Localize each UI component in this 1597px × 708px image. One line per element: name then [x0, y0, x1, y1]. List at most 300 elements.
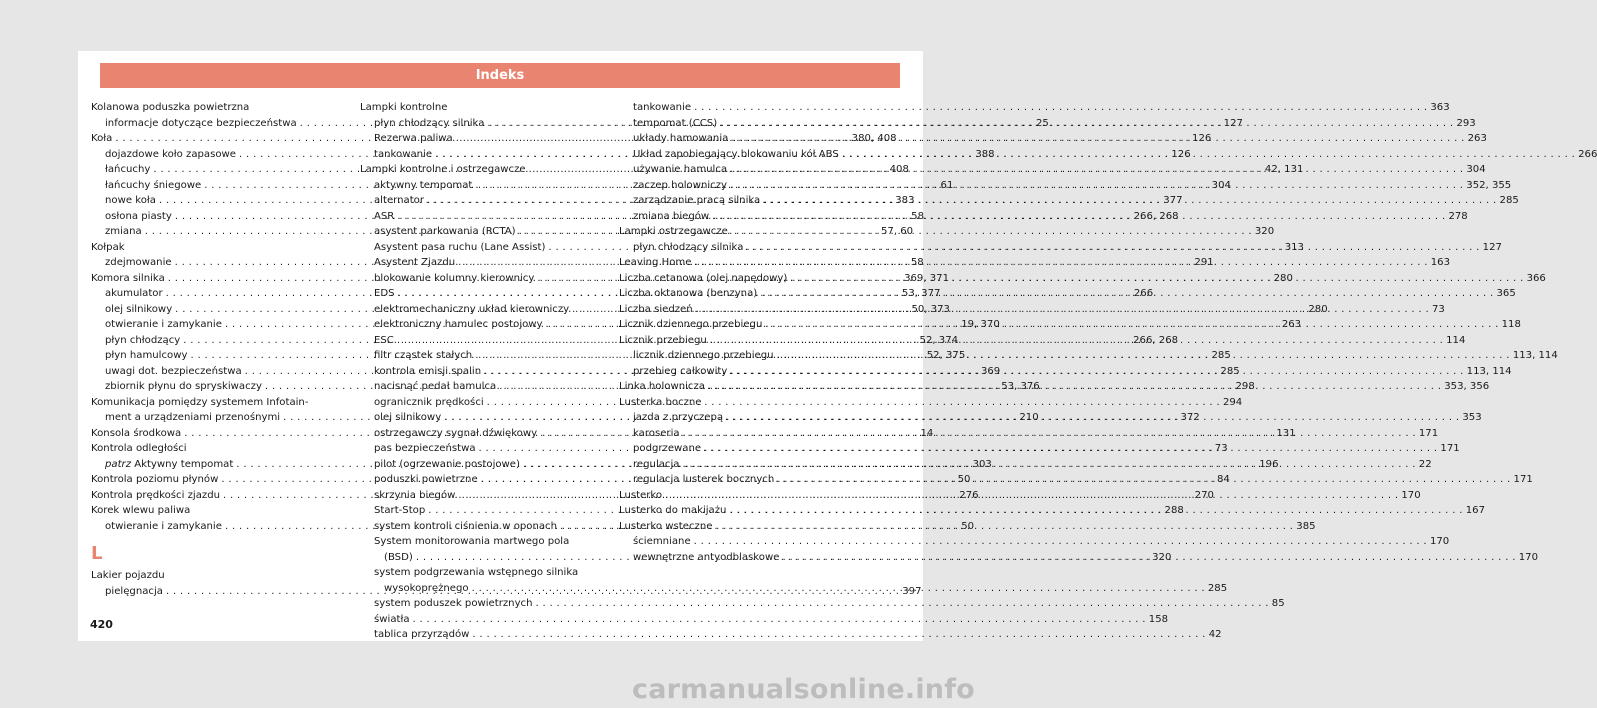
- index-entry-text: nacisnąć pedał hamulca: [374, 381, 497, 392]
- index-entry-text: aktywny tempomat: [374, 179, 473, 191]
- index-entry-page: 263: [1467, 133, 1487, 144]
- index-entry-term: [105, 364, 242, 380]
- index-entry-page: 58: [911, 210, 924, 222]
- index-entry-page: 291: [1194, 257, 1214, 268]
- index-entry-page: 372: [1180, 412, 1200, 423]
- dot-leader: [704, 441, 1437, 457]
- index-entry-page: 293: [1456, 117, 1476, 129]
- index-entry-term: [91, 131, 112, 147]
- index-entry-text: zdejmowanie: [105, 257, 172, 268]
- index-entry-text: informacje dotyczące bezpieczeństwa: [105, 117, 297, 129]
- index-entry-text: tempomat (CCS): [633, 117, 718, 129]
- dot-leader: [413, 612, 1146, 628]
- index-entry: [360, 596, 1285, 612]
- dot-leader: [782, 550, 1515, 566]
- index-entry-text: otwieranie i zamykanie: [105, 520, 222, 532]
- index-heading: Kontrola odległości: [91, 443, 187, 454]
- index-entry-page: 170: [1401, 489, 1421, 501]
- dot-leader: [683, 426, 1416, 442]
- index-entry-term: [633, 100, 691, 116]
- index-entry-term: [105, 379, 262, 395]
- index-entry-text: jazda z przyczepą: [633, 412, 724, 423]
- dot-leader: [710, 333, 1443, 349]
- page-title: Indeks: [100, 63, 900, 88]
- index-entry-page: 369, 371: [904, 272, 950, 284]
- index-entry-text: Liczba siedzeń: [619, 303, 693, 315]
- index-entry-term: [91, 271, 165, 287]
- dot-leader: [720, 116, 1453, 132]
- dot-leader: [726, 410, 1459, 426]
- index-entry-page: 320: [1152, 551, 1172, 563]
- dot-leader: [694, 100, 1427, 116]
- dot-leader: [842, 147, 1575, 163]
- dot-leader: [790, 271, 1523, 287]
- index-entry-page: 118: [1501, 319, 1521, 330]
- index-entry-page: 304: [1466, 164, 1486, 175]
- index-heading: System monitorowania martwego pola: [374, 536, 570, 547]
- index-entry-term: [105, 209, 172, 225]
- index-entry-text: Aktywny tempomat: [134, 458, 234, 470]
- index-entry-term: [374, 209, 394, 225]
- index-entry-page: 171: [1513, 474, 1533, 485]
- index-entry-term: [619, 488, 662, 504]
- index-entry-text: system kontroli ciśnienia w oponach: [374, 520, 558, 532]
- index-entry-text: EDS: [374, 288, 395, 299]
- index-entry-text: Lusterko do makijażu: [619, 505, 727, 516]
- index-heading: Kołpak: [91, 241, 125, 253]
- index-entry-text: ESC: [374, 334, 394, 346]
- index-entry-term: [105, 519, 222, 535]
- index-entry-term: [633, 410, 723, 426]
- index-entry-text: ASR: [374, 210, 395, 222]
- index-entry-term: [374, 519, 557, 535]
- index-entry-page: 113, 114: [1512, 350, 1558, 361]
- index-entry-text: płyn chłodzący: [105, 334, 181, 346]
- index-entry-page: 320: [1254, 226, 1275, 237]
- index-entry-text: asystent parkowania (RCTA): [374, 226, 516, 237]
- index-entry-term: [374, 441, 476, 457]
- index-entry-term: [360, 162, 526, 178]
- index-entry-page: 73: [1431, 303, 1445, 315]
- index-entry-page: 171: [1418, 427, 1439, 439]
- index-entry-text: alternator: [374, 195, 424, 206]
- index-entry-page: 276: [959, 489, 979, 501]
- index-entry-page: 363: [1430, 102, 1450, 113]
- index-entry-page: 285: [1499, 195, 1519, 206]
- dot-leader: [696, 302, 1429, 318]
- index-entry-text: elektromechaniczny układ kierowniczy: [374, 303, 570, 315]
- index-entry-page: 58: [910, 257, 924, 268]
- index-entry: [360, 612, 1169, 628]
- index-entry-text: ostrzegawczy sygnał dźwiękowy: [374, 427, 538, 439]
- index-entry-text: zarządzanie pracą silnika: [633, 195, 761, 206]
- index-entry-term: [374, 410, 441, 426]
- index-entry-page: 366: [1526, 272, 1546, 284]
- index-entry-text: Asystent Zjazdu: [374, 257, 456, 268]
- index-entry-page: 53, 376: [1001, 381, 1040, 392]
- dot-leader: [730, 178, 1463, 194]
- index-entry-term: [619, 333, 707, 349]
- index-entry-term: [633, 534, 691, 550]
- index-entry-page: 53, 377: [901, 288, 941, 299]
- index-entry-term: [374, 627, 469, 643]
- index-entry-page: 170: [1518, 551, 1538, 563]
- dot-leader: [765, 317, 1498, 333]
- index-entry-term: [105, 224, 142, 240]
- index-entry-text: układy hamowania: [633, 133, 729, 144]
- index-entry-page: 388: [975, 148, 995, 160]
- index-entry-page: 19, 370: [961, 319, 1000, 330]
- dot-leader: [665, 488, 1398, 504]
- index-entry-text: Rezerwa paliwa: [374, 133, 453, 144]
- index-entry-text: akumulator: [105, 288, 163, 299]
- index-entry-page: 353: [1462, 412, 1482, 423]
- index-entry-term: [374, 286, 395, 302]
- index-entry-text: Start-Stop: [374, 505, 426, 516]
- index-entry-term: [384, 581, 469, 597]
- index-entry-page: 263: [1281, 319, 1302, 330]
- index-entry-term: [374, 503, 425, 519]
- index-entry-text: zmiana: [105, 226, 142, 237]
- index-entry-text: zmiana biegów: [633, 210, 710, 222]
- index-entry-term: [374, 193, 424, 209]
- index-entry-text: tablica przyrządów: [374, 629, 470, 640]
- index-entry-page: 170: [1429, 536, 1450, 547]
- index-entry-term: [374, 240, 545, 256]
- index-entry-page: 210: [1019, 412, 1039, 423]
- index-entry-page: 285: [1220, 365, 1240, 377]
- index-entry-term: [374, 596, 532, 612]
- index-entry-term: [633, 162, 727, 178]
- index-entry-text: Lampki kontrolne i ostrzegawcze: [360, 164, 526, 175]
- index-entry-page: 380, 408: [851, 133, 897, 144]
- index-heading: Korek wlewu paliwa: [91, 505, 191, 516]
- dot-leader: [746, 240, 1479, 256]
- index-entry-text: zbiornik płynu do spryskiwaczy: [105, 381, 262, 392]
- index-entry-text: regulacja: [633, 458, 680, 470]
- dot-leader: [535, 596, 1268, 612]
- index-entry-text: licznik dziennego przebiegu: [633, 350, 774, 361]
- index-entry-text: Asystent pasa ruchu (Lane Assist): [374, 241, 546, 253]
- index-entry-term: [633, 209, 709, 225]
- index-entry-text: poduszki powietrzne: [374, 474, 478, 485]
- index-entry-term: [91, 472, 218, 488]
- index-entry-text: elektroniczny hamulec postojowy: [374, 319, 543, 330]
- index-entry-page: 126: [1192, 133, 1212, 144]
- index-entry: [619, 100, 1450, 116]
- index-entry-term: [374, 302, 569, 318]
- index-entry-page: 196: [1259, 458, 1279, 470]
- index-entry-text: płyn chłodzący silnika: [374, 117, 485, 129]
- index-entry-page: 383: [895, 195, 915, 206]
- dot-leader: [777, 472, 1510, 488]
- dot-leader: [731, 131, 1464, 147]
- index-entry-term: [374, 317, 543, 333]
- index-entry-term: [374, 488, 455, 504]
- index-entry-text: Konsola środkowa: [91, 427, 182, 439]
- index-heading: Lusterko wsteczne: [619, 520, 713, 532]
- index-entry-page: 73: [1214, 443, 1228, 454]
- index-entry-page: 266: [1578, 148, 1597, 160]
- index-entry-text: podgrzewane: [633, 443, 702, 454]
- index-entry-page: 397: [902, 585, 922, 597]
- dot-leader: [763, 193, 1496, 209]
- index-entry-text: karoseria: [633, 427, 680, 439]
- index-entry-page: 171: [1440, 443, 1460, 454]
- index-entry-term: [384, 550, 413, 566]
- index-entry-text: łańcuchy: [105, 164, 151, 175]
- index-entry-text: pilot (ogrzewanie postojowe): [374, 458, 520, 470]
- index-entry-term: [374, 333, 394, 349]
- index-entry-term: [633, 457, 679, 473]
- index-entry-page: 85: [1271, 598, 1285, 609]
- index-entry-text: otwieranie i zamykanie: [105, 319, 222, 330]
- index-entry-page: 25: [1035, 117, 1049, 129]
- index-entry-term: [374, 426, 537, 442]
- index-entry-text: Komora silnika: [91, 272, 165, 284]
- index-entry-text: filtr cząstek stałych: [374, 350, 473, 361]
- dot-leader: [472, 581, 1205, 597]
- dot-leader: [694, 534, 1427, 550]
- index-entry-term: [91, 426, 181, 442]
- dot-leader: [730, 162, 1463, 178]
- index-entry-page: 14: [920, 427, 934, 439]
- index-entry-page: 52, 374: [919, 334, 959, 346]
- index-entry-term: [105, 302, 172, 318]
- index-entry-term: [633, 240, 743, 256]
- index-entry-page: 365: [1496, 288, 1516, 299]
- index-entry-page: 285: [1211, 350, 1231, 361]
- index-entry-page: 42, 131: [1264, 164, 1304, 175]
- index-entry-page: 377: [1163, 195, 1183, 206]
- index-entry-page: 278: [1448, 210, 1468, 222]
- index-entry-text: wysokoprężnego: [384, 582, 469, 594]
- index-heading: Kolanowa poduszka powietrzna: [91, 102, 250, 113]
- dot-leader: [760, 286, 1493, 302]
- dot-leader: [682, 457, 1415, 473]
- index-entry-term: [105, 116, 297, 132]
- index-entry-term: [105, 286, 163, 302]
- index-entry-term: [374, 131, 453, 147]
- index-entry-page: 408: [889, 164, 909, 175]
- dot-leader: [708, 379, 1441, 395]
- index-entry-text: tankowanie: [374, 148, 433, 160]
- index-entry-term: [105, 178, 201, 194]
- index-entry-term: [633, 472, 774, 488]
- index-entry-term: [374, 178, 472, 194]
- index-entry-term: [105, 147, 236, 163]
- index-heading: Lakier pojazdu: [91, 570, 165, 581]
- index-entry-term: [374, 395, 484, 411]
- index-entry-term: [633, 550, 779, 566]
- index-entry-page: 294: [1222, 396, 1243, 408]
- index-entry-text: uwagi dot. bezpieczeństwa: [105, 365, 242, 377]
- index-entry-page: 61: [940, 179, 954, 191]
- index-entry-term: [619, 503, 726, 519]
- index-heading: system podgrzewania wstępnego silnika: [374, 567, 579, 578]
- index-entry-text: (BSD): [384, 551, 413, 563]
- index-entry-term: [633, 364, 727, 380]
- index-entry: [360, 627, 1222, 643]
- index-entry-page: 158: [1148, 613, 1169, 625]
- index-entry-page: 167: [1465, 505, 1485, 516]
- index-entry-term: [633, 193, 760, 209]
- index-entry-text: dojazdowe koło zapasowe: [105, 148, 237, 160]
- index-entry-page: 266, 268: [1133, 334, 1179, 346]
- index-entry-term: [374, 116, 484, 132]
- index-entry-page: 353, 356: [1444, 381, 1490, 392]
- index-entry-term: [619, 302, 693, 318]
- index-entry-text: tankowanie: [633, 102, 692, 113]
- dot-leader: [694, 255, 1427, 271]
- index-entry-page: 42: [1208, 629, 1222, 640]
- dot-leader: [777, 348, 1510, 364]
- index-entry-text: ment a urządzeniami przenośnymi: [105, 412, 281, 423]
- index-entry-text: Lusterko: [619, 489, 663, 501]
- section-letter: L: [91, 543, 103, 564]
- index-entry-page: 352, 355: [1466, 179, 1512, 191]
- index-entry-term: [619, 255, 691, 271]
- index-entry-term: [105, 410, 280, 426]
- index-entry-text: zaczep holowniczy: [633, 179, 727, 191]
- index-heading: Lusterka boczne: [619, 396, 702, 408]
- index-entry-text: używanie hamulca: [633, 164, 728, 175]
- index-entry-text: olej silnikowy: [374, 412, 442, 423]
- index-entry-text: Linka holownicza: [619, 381, 705, 392]
- index-entry-text: kontrola emisji spalin: [374, 365, 482, 377]
- index-entry-term: [374, 457, 520, 473]
- index-entry-term: [374, 271, 534, 287]
- index-entry-text: Kontrola poziomu płynów: [91, 474, 219, 485]
- index-entry-term: [374, 472, 478, 488]
- index-entry-page: 50: [961, 520, 975, 532]
- index-entry-term: [105, 584, 163, 600]
- index-entry-text: przebieg całkowity: [633, 365, 728, 377]
- index-entry-text: Układ zapobiegający blokowaniu kół ABS: [633, 148, 839, 160]
- index-entry-term: [619, 379, 705, 395]
- dot-leader: [472, 627, 1205, 643]
- index-entry-term: [633, 147, 839, 163]
- index-entry-term: [633, 178, 727, 194]
- index-heading: Lampki ostrzegawcze: [619, 226, 728, 237]
- index-entry-page: 52, 375: [926, 350, 966, 361]
- watermark-logo: carmanualsonline.info: [632, 674, 975, 705]
- index-entry-term: [374, 379, 496, 395]
- index-entry-term: [105, 317, 222, 333]
- index-entry-term: [105, 457, 233, 473]
- index-entry-term: [374, 348, 472, 364]
- dot-leader: [729, 503, 1462, 519]
- index-entry-page: 369: [980, 365, 1001, 377]
- index-entry-page: 288: [1164, 505, 1184, 516]
- index-entry-text: wewnętrzne antyodblaskowe: [633, 551, 780, 563]
- index-entry-page: 57, 60: [881, 226, 914, 237]
- index-entry-page: 280: [1308, 303, 1328, 315]
- index-entry-page: 127: [1223, 117, 1243, 129]
- index-entry-text: Leaving Home: [619, 257, 692, 268]
- index-entry-page: 113, 114: [1466, 365, 1512, 377]
- index-entry-page: 270: [1194, 489, 1214, 501]
- index-entry-text: pielęgnacja: [105, 585, 163, 597]
- dot-leader: [730, 364, 1463, 380]
- index-entry-text: pas bezpieczeństwa: [374, 443, 476, 454]
- index-entry-term: [91, 488, 220, 504]
- index-entry-term: [105, 193, 156, 209]
- index-entry-term: [374, 255, 455, 271]
- index-entry-term: [374, 364, 481, 380]
- index-entry-text: płyn chłodzący silnika: [633, 241, 744, 253]
- index-entry-page: 385: [1296, 520, 1316, 532]
- index-entry-term: [633, 116, 717, 132]
- index-entry-text: Liczba cetanowa (olej napędowy): [619, 272, 788, 284]
- index-entry-term: [633, 441, 701, 457]
- index-page: [78, 51, 1597, 641]
- index-entry-text: ściemniane: [633, 536, 691, 547]
- index-entry-page: 131: [1276, 427, 1296, 439]
- index-entry-term: [374, 147, 432, 163]
- index-entry-term: [633, 348, 774, 364]
- index-entry-page: 50, 373: [911, 303, 950, 315]
- index-entry-text: Licznik dziennego przebiegu: [619, 319, 763, 330]
- index-entry-term: [619, 317, 762, 333]
- index-entry-page: 266: [1133, 288, 1154, 299]
- index-entry-text: system poduszek powietrznych: [374, 598, 533, 609]
- index-entry-text: światła: [374, 613, 410, 625]
- index-entry-text: łańcuchy śniegowe: [105, 179, 202, 191]
- index-entry-page: 163: [1430, 257, 1451, 268]
- index-entry: [619, 534, 1450, 550]
- dot-leader: [712, 209, 1445, 225]
- index-entry-term: [619, 271, 787, 287]
- index-entry-term: [374, 612, 410, 628]
- index-entry-page: 285: [1207, 582, 1228, 594]
- index-entry-page: 22: [1418, 458, 1432, 470]
- index-entry-page: 313: [1284, 241, 1304, 253]
- index-entry-prefix: patrz: [105, 458, 131, 470]
- index-entry-page: 303: [972, 458, 992, 470]
- index-entry-text: Liczba oktanowa (benzyna): [619, 288, 758, 299]
- index-entry-text: ogranicznik prędkości: [374, 396, 484, 408]
- index-entry-term: [105, 348, 187, 364]
- index-entry-term: [633, 131, 728, 147]
- index-entry-term: [374, 224, 516, 240]
- index-entry-page: 84: [1216, 474, 1230, 485]
- page-number: 420: [90, 618, 113, 631]
- index-entry-term: [105, 162, 150, 178]
- index-entry-term: [619, 286, 757, 302]
- index-entry-text: Licznik przebiegu: [619, 334, 707, 346]
- index-entry-page: 298: [1235, 381, 1255, 392]
- index-entry-page: 127: [1482, 241, 1502, 253]
- index-entry-text: skrzynia biegów: [374, 489, 456, 501]
- index-entry-text: olej silnikowy: [105, 303, 173, 315]
- index-entry-text: regulacja lusterek bocznych: [633, 474, 775, 485]
- index-entry-term: [633, 426, 680, 442]
- index-entry-page: 126: [1171, 148, 1191, 160]
- index-heading: Lampki kontrolne: [360, 102, 448, 113]
- index-entry-text: osłona piasty: [105, 210, 172, 222]
- index-entry-term: [105, 255, 172, 271]
- index-entry-page: 114: [1446, 334, 1466, 346]
- index-entry-text: płyn hamulcowy: [105, 350, 188, 361]
- index-heading: Komunikacja pomiędzy systemem Infotain-: [91, 396, 309, 408]
- index-entry-page: 280: [1273, 272, 1293, 284]
- index-entry-page: 266, 268: [1133, 210, 1179, 222]
- index-entry-text: Koła: [91, 133, 113, 144]
- index-entry-page: 304: [1211, 179, 1231, 191]
- index-entry-page: 50: [957, 474, 971, 485]
- index-entry-text: blokowanie kolumny kierownicy: [374, 272, 535, 284]
